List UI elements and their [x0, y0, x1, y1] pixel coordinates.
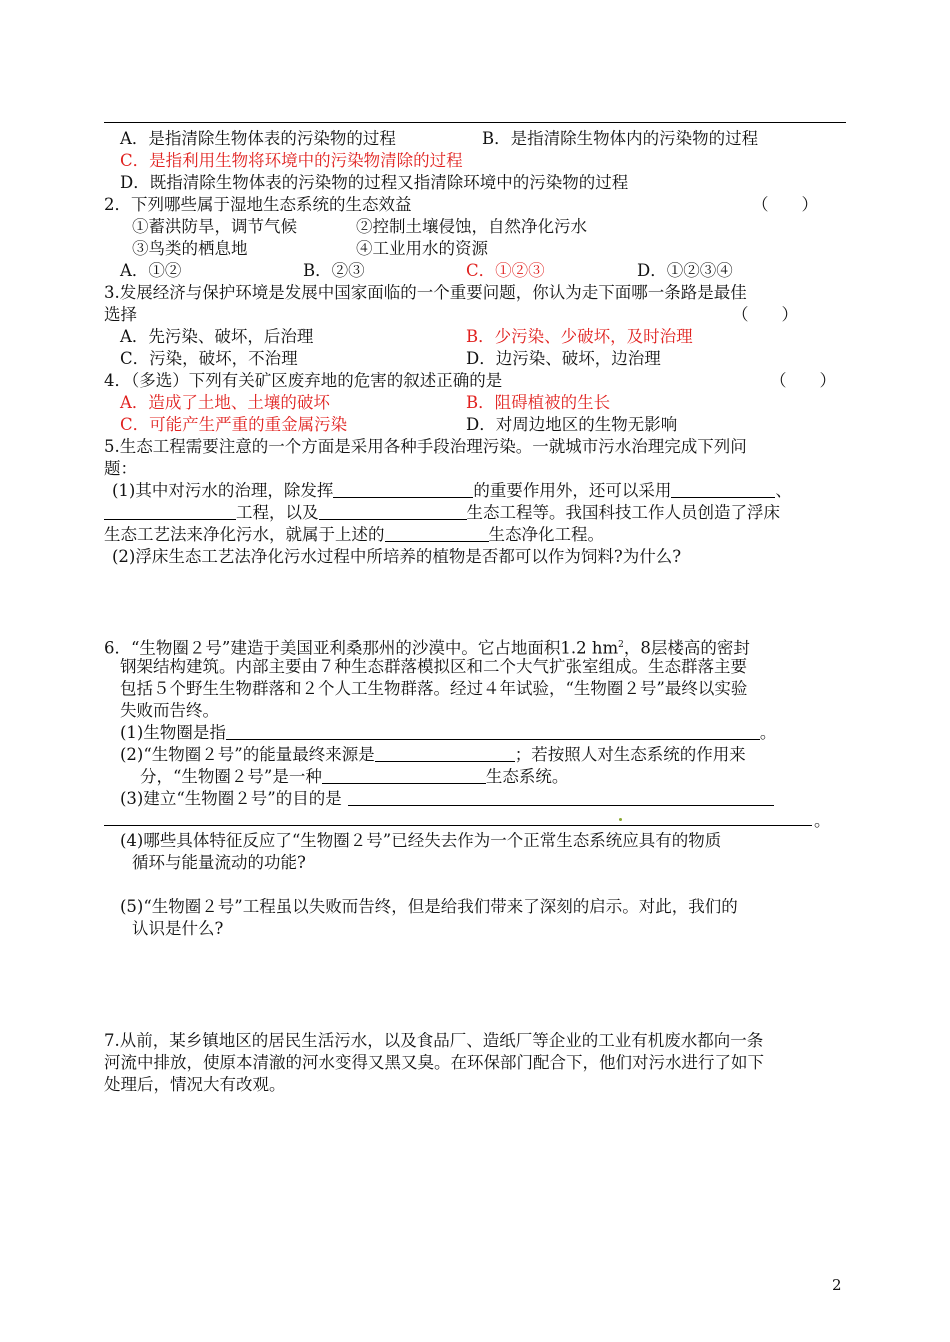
- q3-stem-line-2: 选择: [104, 305, 137, 324]
- q3-option-b-answer: B．少污染、少破坏，及时治理: [466, 327, 693, 346]
- q2-item-1: ①蓄洪防旱，调节气候: [132, 217, 297, 236]
- q7-line-3: 处理后，情况大有改观。: [104, 1075, 286, 1094]
- q4-paren: （ ）: [770, 371, 836, 390]
- q4-option-a-answer: A．造成了土地、土壤的破坏: [120, 393, 330, 412]
- q5-blank-5[interactable]: [385, 525, 489, 542]
- q2-stem: 2．下列哪些属于湿地生态系统的生态效益: [104, 195, 412, 214]
- q6-blank-1[interactable]: [226, 723, 760, 740]
- q3-option-a: A．先污染、破坏，后治理: [120, 327, 314, 346]
- q1-option-a: A．是指清除生物体表的污染物的过程: [120, 129, 396, 148]
- q5-blank-2[interactable]: [671, 481, 775, 498]
- q6-part-5-line-2: 认识是什么?: [132, 919, 224, 938]
- q5-blank-1[interactable]: [333, 481, 473, 498]
- q6-blank-2[interactable]: [375, 745, 515, 762]
- q5-blank-3[interactable]: [104, 503, 236, 520]
- q4-stem: 4．（多选）下列有关矿区废弃地的危害的叙述正确的是: [104, 371, 503, 390]
- q5-part-2: (2)浮床生态工艺法净化污水过程中所培养的植物是否都可以作为饲料?为什么?: [112, 547, 682, 566]
- q3-option-d: D．边污染、破坏，边治理: [466, 349, 661, 368]
- q7-line-2: 河流中排放，使原本清澈的河水变得又黑又臭。在环保部门配合下，他们对污水进行了如下: [104, 1053, 764, 1072]
- q2-option-b: B．②③: [303, 261, 365, 280]
- q6-part-2-line-2: 分，“生物圈２号”是一种 生态系统。: [140, 767, 569, 786]
- q2-option-a: A．①②: [120, 261, 182, 280]
- q6-part-3: (3)建立“生物圈２号”的目的是: [120, 788, 774, 810]
- q6-part-1: (1)生物圈是指 。: [120, 723, 777, 742]
- q3-stem-line-1: 3.发展经济与保护环境是发展中国家面临的一个重要问题，你认为走下面哪一条路是最佳: [104, 283, 747, 302]
- q6-part-5-line-1: (5)“生物圈２号”工程虽以失败而告终，但是给我们带来了深刻的启示。对此，我们的: [120, 897, 738, 916]
- q1-option-d: D．既指清除生物体表的污染物的过程又指清除环境中的污染物的过程: [120, 173, 629, 192]
- q6-blank-4[interactable]: [348, 789, 774, 806]
- q5-part-1-line-2: 工程，以及 生态工程等。我国科技工作人员创造了浮床: [104, 502, 780, 524]
- q3-option-c: C．污染，破坏，不治理: [120, 349, 298, 368]
- q6-stem-line-3: 包括５个野生生物群落和２个人工生物群落。经过４年试验，“生物圈２号”最终以实验: [120, 679, 748, 698]
- top-rule: [104, 122, 846, 123]
- q4-option-d: D．对周边地区的生物无影响: [466, 415, 678, 434]
- page-number: 2: [832, 1276, 842, 1294]
- q5-part-1-line-1: (1)其中对污水的治理，除发挥 的重要作用外，还可以采用 、: [112, 481, 792, 500]
- q2-item-3: ③鸟类的栖息地: [132, 239, 248, 258]
- q6-part-2-line-1: (2)“生物圈２号”的能量最终来源是 ；若按照人对生态系统的作用来: [120, 745, 746, 764]
- q6-part-4-line-2: 循环与能量流动的功能?: [132, 853, 306, 872]
- q5-part-1-line-3: 生态工艺法来净化污水，就属于上述的 生态净化工程。: [104, 525, 604, 544]
- q4-option-b-answer: B．阻碍植被的生长: [466, 393, 611, 412]
- stray-mark: [619, 818, 622, 821]
- q4-option-c-answer: C．可能产生严重的重金属污染: [120, 415, 348, 434]
- q5-stem-line-2: 题：: [104, 459, 137, 478]
- q6-part-3-end: 。: [814, 811, 831, 830]
- q6-blank-3[interactable]: [322, 767, 486, 784]
- q2-option-d: D．①②③④: [637, 261, 733, 280]
- q1-option-b: B．是指清除生物体内的污染物的过程: [482, 129, 759, 148]
- q6-stem-line-1: 6．“生物圈２号”建造于美国亚利桑那州的沙漠中。它占地面积1.2 $hm^2$，8层楼高的密封: [104, 638, 750, 658]
- q2-item-4: ④工业用水的资源: [356, 239, 488, 258]
- q2-item-2: ②控制土壤侵蚀，自然净化污水: [356, 217, 587, 236]
- q6-blank-4-continuation[interactable]: [104, 825, 812, 826]
- q1-option-c-answer: C．是指利用生物将环境中的污染物清除的过程: [120, 151, 463, 170]
- q5-stem-line-1: 5.生态工程需要注意的一个方面是采用各种手段治理污染。一就城市污水治理完成下列问: [104, 437, 747, 456]
- q6-stem-line-2: 钢架结构建筑。内部主要由７种生态群落模拟区和二个大气扩张室组成。生态群落主要: [120, 657, 747, 676]
- q2-paren: （ ）: [752, 195, 818, 214]
- q6-stem-line-4: 失败而告终。: [120, 701, 219, 720]
- q3-paren: （ ）: [732, 305, 798, 324]
- q7-line-1: 7.从前，某乡镇地区的居民生活污水，以及食品厂、造纸厂等企业的工业有机废水都向一条: [104, 1031, 764, 1050]
- q5-blank-4[interactable]: [319, 503, 467, 520]
- q2-option-c-answer: C．①②③: [466, 261, 545, 280]
- q6-part-4-line-1: (4)哪些具体特征反应了“生物圈２号”已经失去作为一个正常生态系统应具有的物质: [120, 831, 722, 850]
